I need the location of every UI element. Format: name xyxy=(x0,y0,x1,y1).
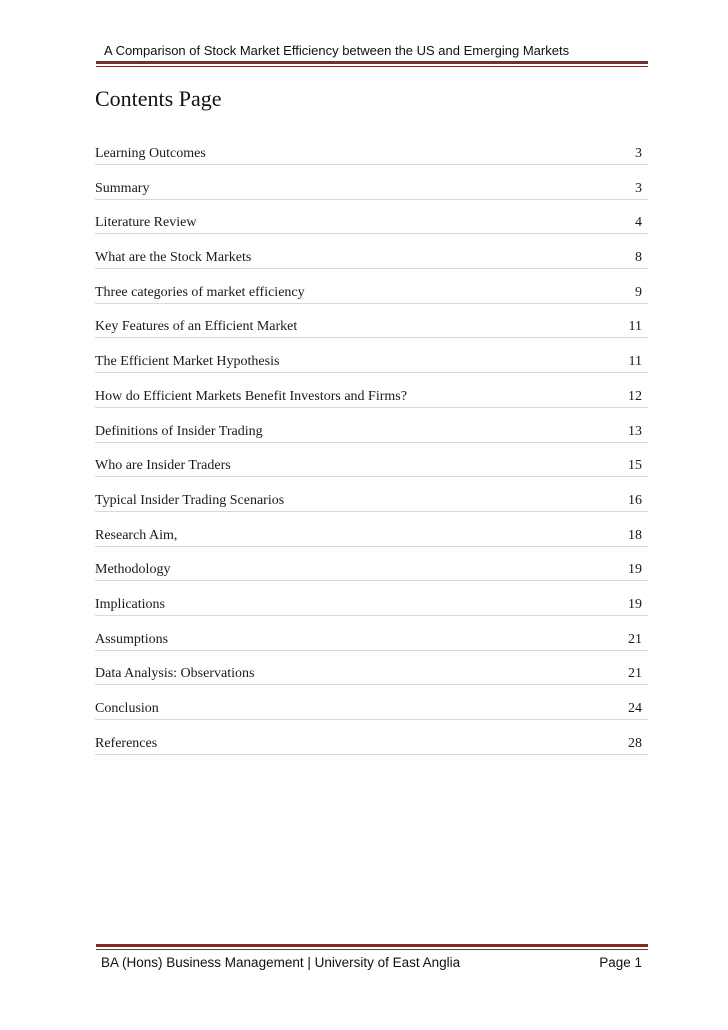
toc-entry-label: Typical Insider Trading Scenarios xyxy=(95,492,285,508)
toc-entry-label: Who are Insider Traders xyxy=(95,458,231,474)
toc-entry-page: 19 xyxy=(628,596,642,612)
toc-entry-label: Summary xyxy=(95,180,150,196)
toc-entry-stock-markets[interactable] xyxy=(95,244,648,279)
toc-entry-page: 28 xyxy=(628,735,642,751)
toc-entry-literature-review[interactable] xyxy=(95,209,648,244)
header-rule xyxy=(96,61,648,64)
toc-entry-implications[interactable] xyxy=(95,591,648,626)
toc-entry-page: 3 xyxy=(635,146,642,161)
toc-entry-page: 15 xyxy=(628,458,642,474)
page-number: Page 1 xyxy=(599,955,642,970)
toc-entry-page: 12 xyxy=(628,388,642,404)
toc-entry-page: 4 xyxy=(635,215,642,231)
toc-entry-label: Definitions of Insider Trading xyxy=(95,423,263,439)
document-title: A Comparison of Stock Market Efficiency between the US and Emerging Markets xyxy=(104,43,570,58)
toc-entry-data-analysis[interactable] xyxy=(95,660,648,695)
toc-entry-label: Three categories of market efficiency xyxy=(95,284,305,300)
toc-entry-label: Literature Review xyxy=(95,215,197,231)
toc-entry-label: The Efficient Market Hypothesis xyxy=(95,354,280,370)
footer-course-info: BA (Hons) Business Management | University of East Anglia xyxy=(101,955,461,970)
footer-rule xyxy=(96,944,648,947)
toc-entry-page: 21 xyxy=(628,666,642,682)
toc-entry-page: 21 xyxy=(628,631,642,647)
toc-entry-page: 11 xyxy=(628,319,642,335)
toc-entry-efficient-market-hypothesis[interactable] xyxy=(95,348,648,383)
toc-entry-references[interactable] xyxy=(95,730,648,765)
toc-entry-label: What are the Stock Markets xyxy=(95,250,252,266)
toc-entry-label: Methodology xyxy=(95,562,171,578)
toc-entry-page: 19 xyxy=(628,562,642,578)
contents-heading: Contents Page xyxy=(95,86,222,111)
toc-entry-insider-trading-definitions[interactable] xyxy=(95,418,648,453)
toc-entry-label: How do Efficient Markets Benefit Investors and Firms? xyxy=(95,388,407,404)
toc-entry-insider-traders[interactable] xyxy=(95,452,648,487)
toc-entry-label: Implications xyxy=(95,596,165,612)
toc-entry-summary[interactable] xyxy=(95,175,648,210)
toc-entry-label: References xyxy=(95,735,158,751)
footer-rule-thin xyxy=(96,949,648,950)
toc-entry-label: Conclusion xyxy=(95,701,159,716)
toc-entry-methodology[interactable] xyxy=(95,556,648,591)
toc-entry-assumptions[interactable] xyxy=(95,626,648,661)
toc-entry-page: 9 xyxy=(635,284,642,300)
toc-entry-insider-trading-scenarios[interactable] xyxy=(95,487,648,522)
toc-entry-label: Learning Outcomes xyxy=(95,146,206,161)
toc-entry-benefits[interactable] xyxy=(95,383,648,418)
toc-entry-page: 18 xyxy=(628,527,642,543)
toc-entry-research-aim[interactable] xyxy=(95,522,648,557)
toc-entry-page: 8 xyxy=(635,250,642,266)
toc-entry-page: 16 xyxy=(628,492,642,508)
toc-entry-page: 3 xyxy=(635,180,642,196)
toc-entry-page: 11 xyxy=(628,354,642,370)
toc-entry-page: 24 xyxy=(628,701,642,716)
header-rule-thin xyxy=(96,66,648,67)
toc-entry-conclusion[interactable] xyxy=(95,695,648,730)
toc-entry-page: 13 xyxy=(628,423,642,439)
toc-entry-label: Key Features of an Efficient Market xyxy=(95,319,298,335)
toc-entry-label: Research Aim, xyxy=(95,527,178,543)
toc-entry-market-efficiency-categories[interactable] xyxy=(95,279,648,314)
toc-entry-key-features[interactable] xyxy=(95,313,648,348)
toc-entry-label: Data Analysis: Observations xyxy=(95,666,255,682)
table-of-contents xyxy=(95,140,648,764)
toc-entry-label: Assumptions xyxy=(95,631,169,647)
toc-entry-learning-outcomes[interactable] xyxy=(95,140,648,175)
